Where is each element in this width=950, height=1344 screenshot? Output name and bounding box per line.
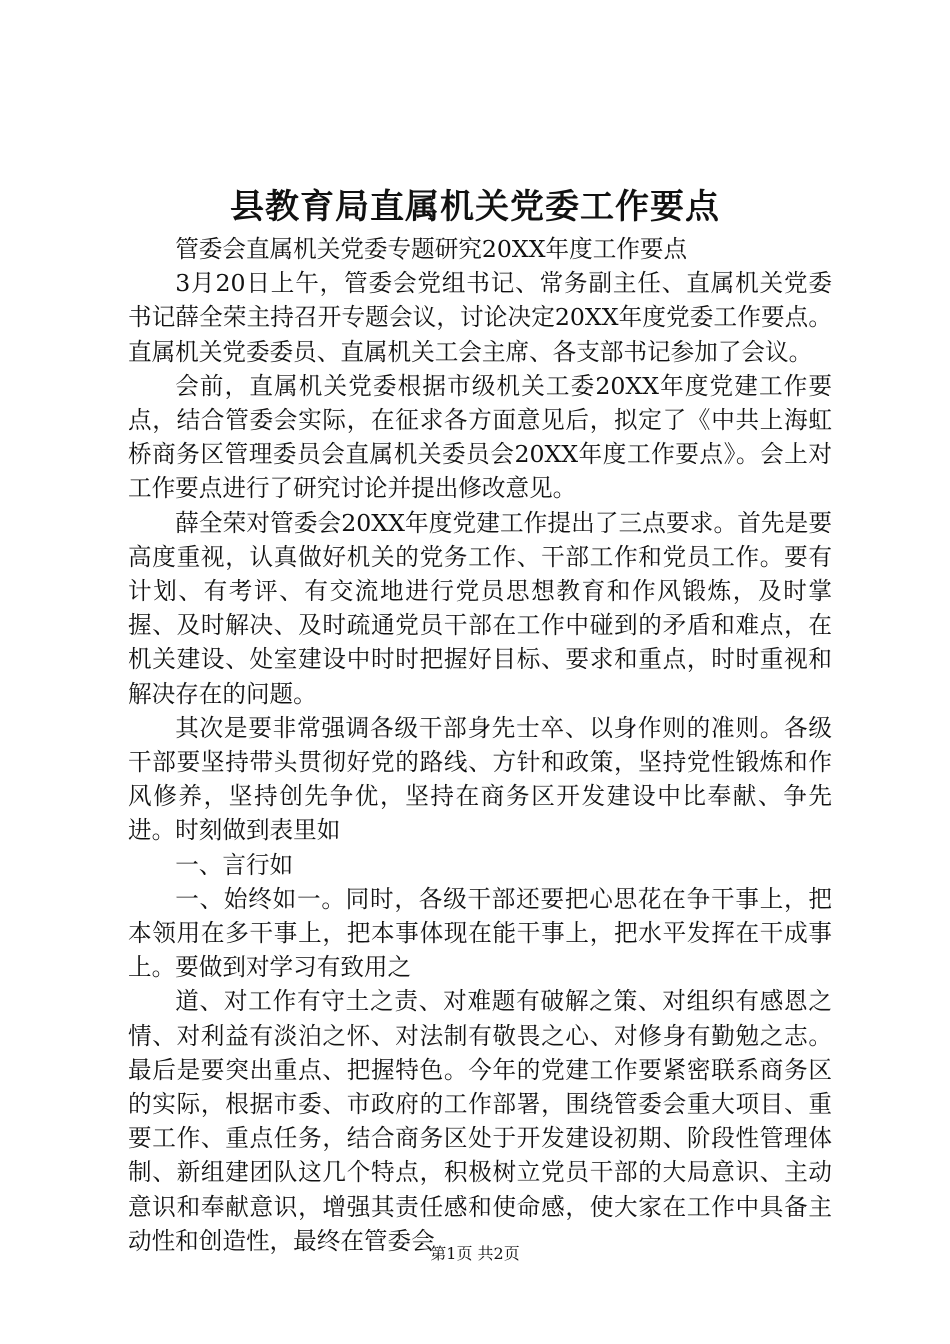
- paragraph-preparation: 会前，直属机关党委根据市级机关工委20XX年度党建工作要点，结合管委会实际，在征求各方面意见后，拟定了《中共上海虹桥商务区管理委员会直属机关委员会20XX年度工作要点》。会上对工作要点进行了研究讨论并提出修改意见。: [128, 371, 832, 503]
- paragraph-heading-1: 一、言行如: [175, 850, 294, 879]
- page-number-footer: 第1页 共2页: [430, 1244, 520, 1263]
- document-body: [128, 232, 832, 1258]
- paragraph-requirements: 薛全荣对管委会20XX年度党建工作提出了三点要求。首先是要高度重视，认真做好机关的党务工作、干部工作和党员工作。要有计划、有考评、有交流地进行党员思想教育和作风锻炼，及时掌握、及时解决、及时疏通党员干部在工作中碰到的矛盾和难点，在机关建设、处室建设中时时把握好目标、要求和重点，时时重视和解决存在的问题。: [128, 508, 832, 708]
- paragraph-subtitle: 管委会直属机关党委专题研究20XX年度工作要点: [175, 235, 688, 263]
- document-title: 县教育局直属机关党委工作要点: [230, 187, 720, 227]
- paragraph-second-point: 其次是要非常强调各级干部身先士卒、以身作则的准则。各级干部要坚持带头贯彻好党的路线、方针和政策，坚持党性锻炼和作风修养，坚持创先争优，坚持在商务区开发建设中比奉献、争先进。时刻做到表里如: [128, 713, 832, 845]
- paragraph-consistency: 一、始终如一。同时，各级干部还要把心思花在争干事上，把本领用在多干事上，把本事体现在能干事上，把水平发挥在干成事上。要做到对学习有致用之: [128, 884, 832, 982]
- paragraph-meeting: 3月20日上午，管委会党组书记、常务副主任、直属机关党委书记薛全荣主持召开专题会议，讨论决定20XX年度党委工作要点。直属机关党委委员、直属机关工会主席、各支部书记参加了会议。: [128, 269, 832, 366]
- paragraph-final-point: 道、对工作有守土之责、对难题有破解之策、对组织有感恩之情、对利益有淡泊之怀、对法制有敬畏之心、对修身有勤勉之志。最后是要突出重点、把握特色。今年的党建工作要紧密联系商务区的实际，根据市委、市政府的工作部署，围绕管委会重大项目、重要工作、重点任务，结合商务区处于开发建设初期、阶段性管理体制、新组建团队这几个特点，积极树立党员干部的大局意识、主动意识和奉献意识，增强其责任感和使命感，使大家在工作中具备主动性和创造性，最终在管委会: [128, 987, 832, 1255]
